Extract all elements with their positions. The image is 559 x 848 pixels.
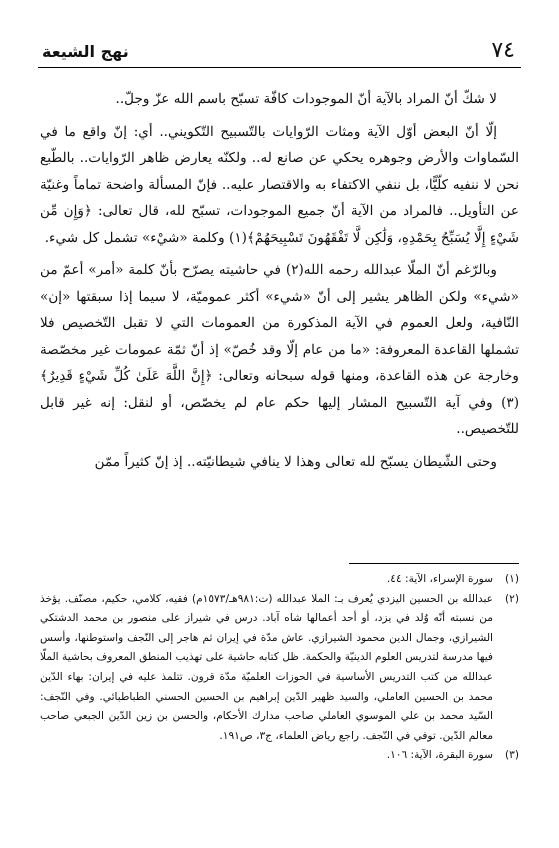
footnote-text: سورة البقرة، الآية: ١٠٦. bbox=[386, 749, 493, 762]
paragraph: وحتى الشّيطان يسبّح لله تعالى وهذا لا ينافي شيطانيّته.. إذ إنّ كثيراً ممّن bbox=[94, 453, 497, 470]
footnote-text: عبدالله بن الحسين اليزدي يُعرف بـ: الملا عبدالله (ت:٩٨١هـ/١٥٧٣م) فقيه، كلامي، حكيم، مصنّف. يؤخذ من نسبته أنّه وُلد في يزد، أو أحد أعمالها شاه آباد. درس في شيراز على منصور بن محمد الدشتكي الشيرازي، وجمال الدين محمود الشيرازي. عاش مدّة في إيران ثم هاجر إلى النّجف واستوطنها، وأسس فيها مدرسة لتدريس العلوم الدينيّة والحكمة. ظل كتابه حاشية على تهذيب المنطق المعروف بحاشية الملّا عبدالله من كتب التدريس الأساسية في الحوزات العلميّة مدّة قرون. تتلمذ عليه في إيران: بهاء الدّين محمد بن الحسين العاملي، والسيد ظهير الدّين إبراهيم بن الحسين الحسني الطباطبائي. وفي النّجف: السّيد محمد بن علي الموسوي العاملي صاحب مدارك الأحكام، والحسن بن زين الدّين الجبعي صاحب معالم الدّين. توفي في النّجف. راجع رياض العلماء، ج٣، ص١٩١. bbox=[40, 592, 493, 742]
paragraph: لا شكّ أنّ المراد بالآية أنّ الموجودات كافّة تسبّح باسم الله عزّ وجلّ.. bbox=[115, 91, 497, 107]
footnote-number: (٣) bbox=[505, 749, 519, 762]
page-number: ٧٤ bbox=[491, 38, 515, 63]
footnote-separator bbox=[349, 563, 519, 564]
running-title: نهج الشيعة bbox=[42, 42, 129, 61]
footnote bbox=[40, 570, 519, 590]
main-text bbox=[40, 86, 519, 481]
page-header bbox=[38, 36, 521, 68]
footnote bbox=[40, 590, 519, 747]
footnote bbox=[40, 746, 519, 766]
paragraph: إلّا أنّ البعض أوّل الآية ومثات الرّوايات بالتّسبيح التّكويني.. أي: إنّ واقع ما في السّماوات والأرض وجوهره يحكي عن صانع له.. ولكنّه يعارض ظاهر الرّوايات.. بالطّبع نحن لا ننفيه كلّيًّا، بل ننفي الاكتفاء به والاقتصار عليه.. فإنّ المسألة واضحة تماماً وغنيّة عن التأويل.. فالمراد من الآية أنّ جميع الموجودات، تسبّح لله، قال تعالى: ﴿وَإِن مِّن شَيْءٍ إِلَّا يُسَبِّحُ بِحَمْدِهِ، وَلَٰكِن لَّا تَفْقَهُونَ تَسْبِيحَهُمْ﴾(١) وكلمة «شيْء» تشمل كل شيء. bbox=[40, 123, 519, 246]
header-rule bbox=[38, 67, 521, 68]
footnote-number: (٢) bbox=[505, 592, 519, 605]
paragraph: وبالرّغم أنّ الملّا عبدالله رحمه الله(٢) في حاشيته يصرّح بأنّ كلمة «أمر» أعمّ من «شيء» ولكن الظاهر يشير إلى أنّ «شيء» أكثر عموميّة، لا سيما إذا سبقتها «إن» النّافية، ولعل العموم في الآية المذكورة من العمومات التي لا تقبل التّخصيص فلا تشملها القاعدة المعروفة: «ما من عام إلّا وقد خُصّ» إذ أنّ ثمّة عمومات غير مخصّصة وخارجة عن هذه القاعدة، ومنها قوله سبحانه وتعالى: ﴿إِنَّ اللَّهَ عَلَىٰ كُلِّ شَيْءٍ قَدِيرٌ﴾(٣) وفي آية التّسبيح المشار إليها حكم عام لم يخصّص، أو لنقل: إنه غير قابل للتّخصيص.. bbox=[40, 262, 520, 437]
footnotes bbox=[40, 570, 519, 766]
footnote-text: سورة الإسراء، الآية: ٤٤. bbox=[386, 573, 493, 585]
footnote-number: (١) bbox=[505, 573, 519, 585]
